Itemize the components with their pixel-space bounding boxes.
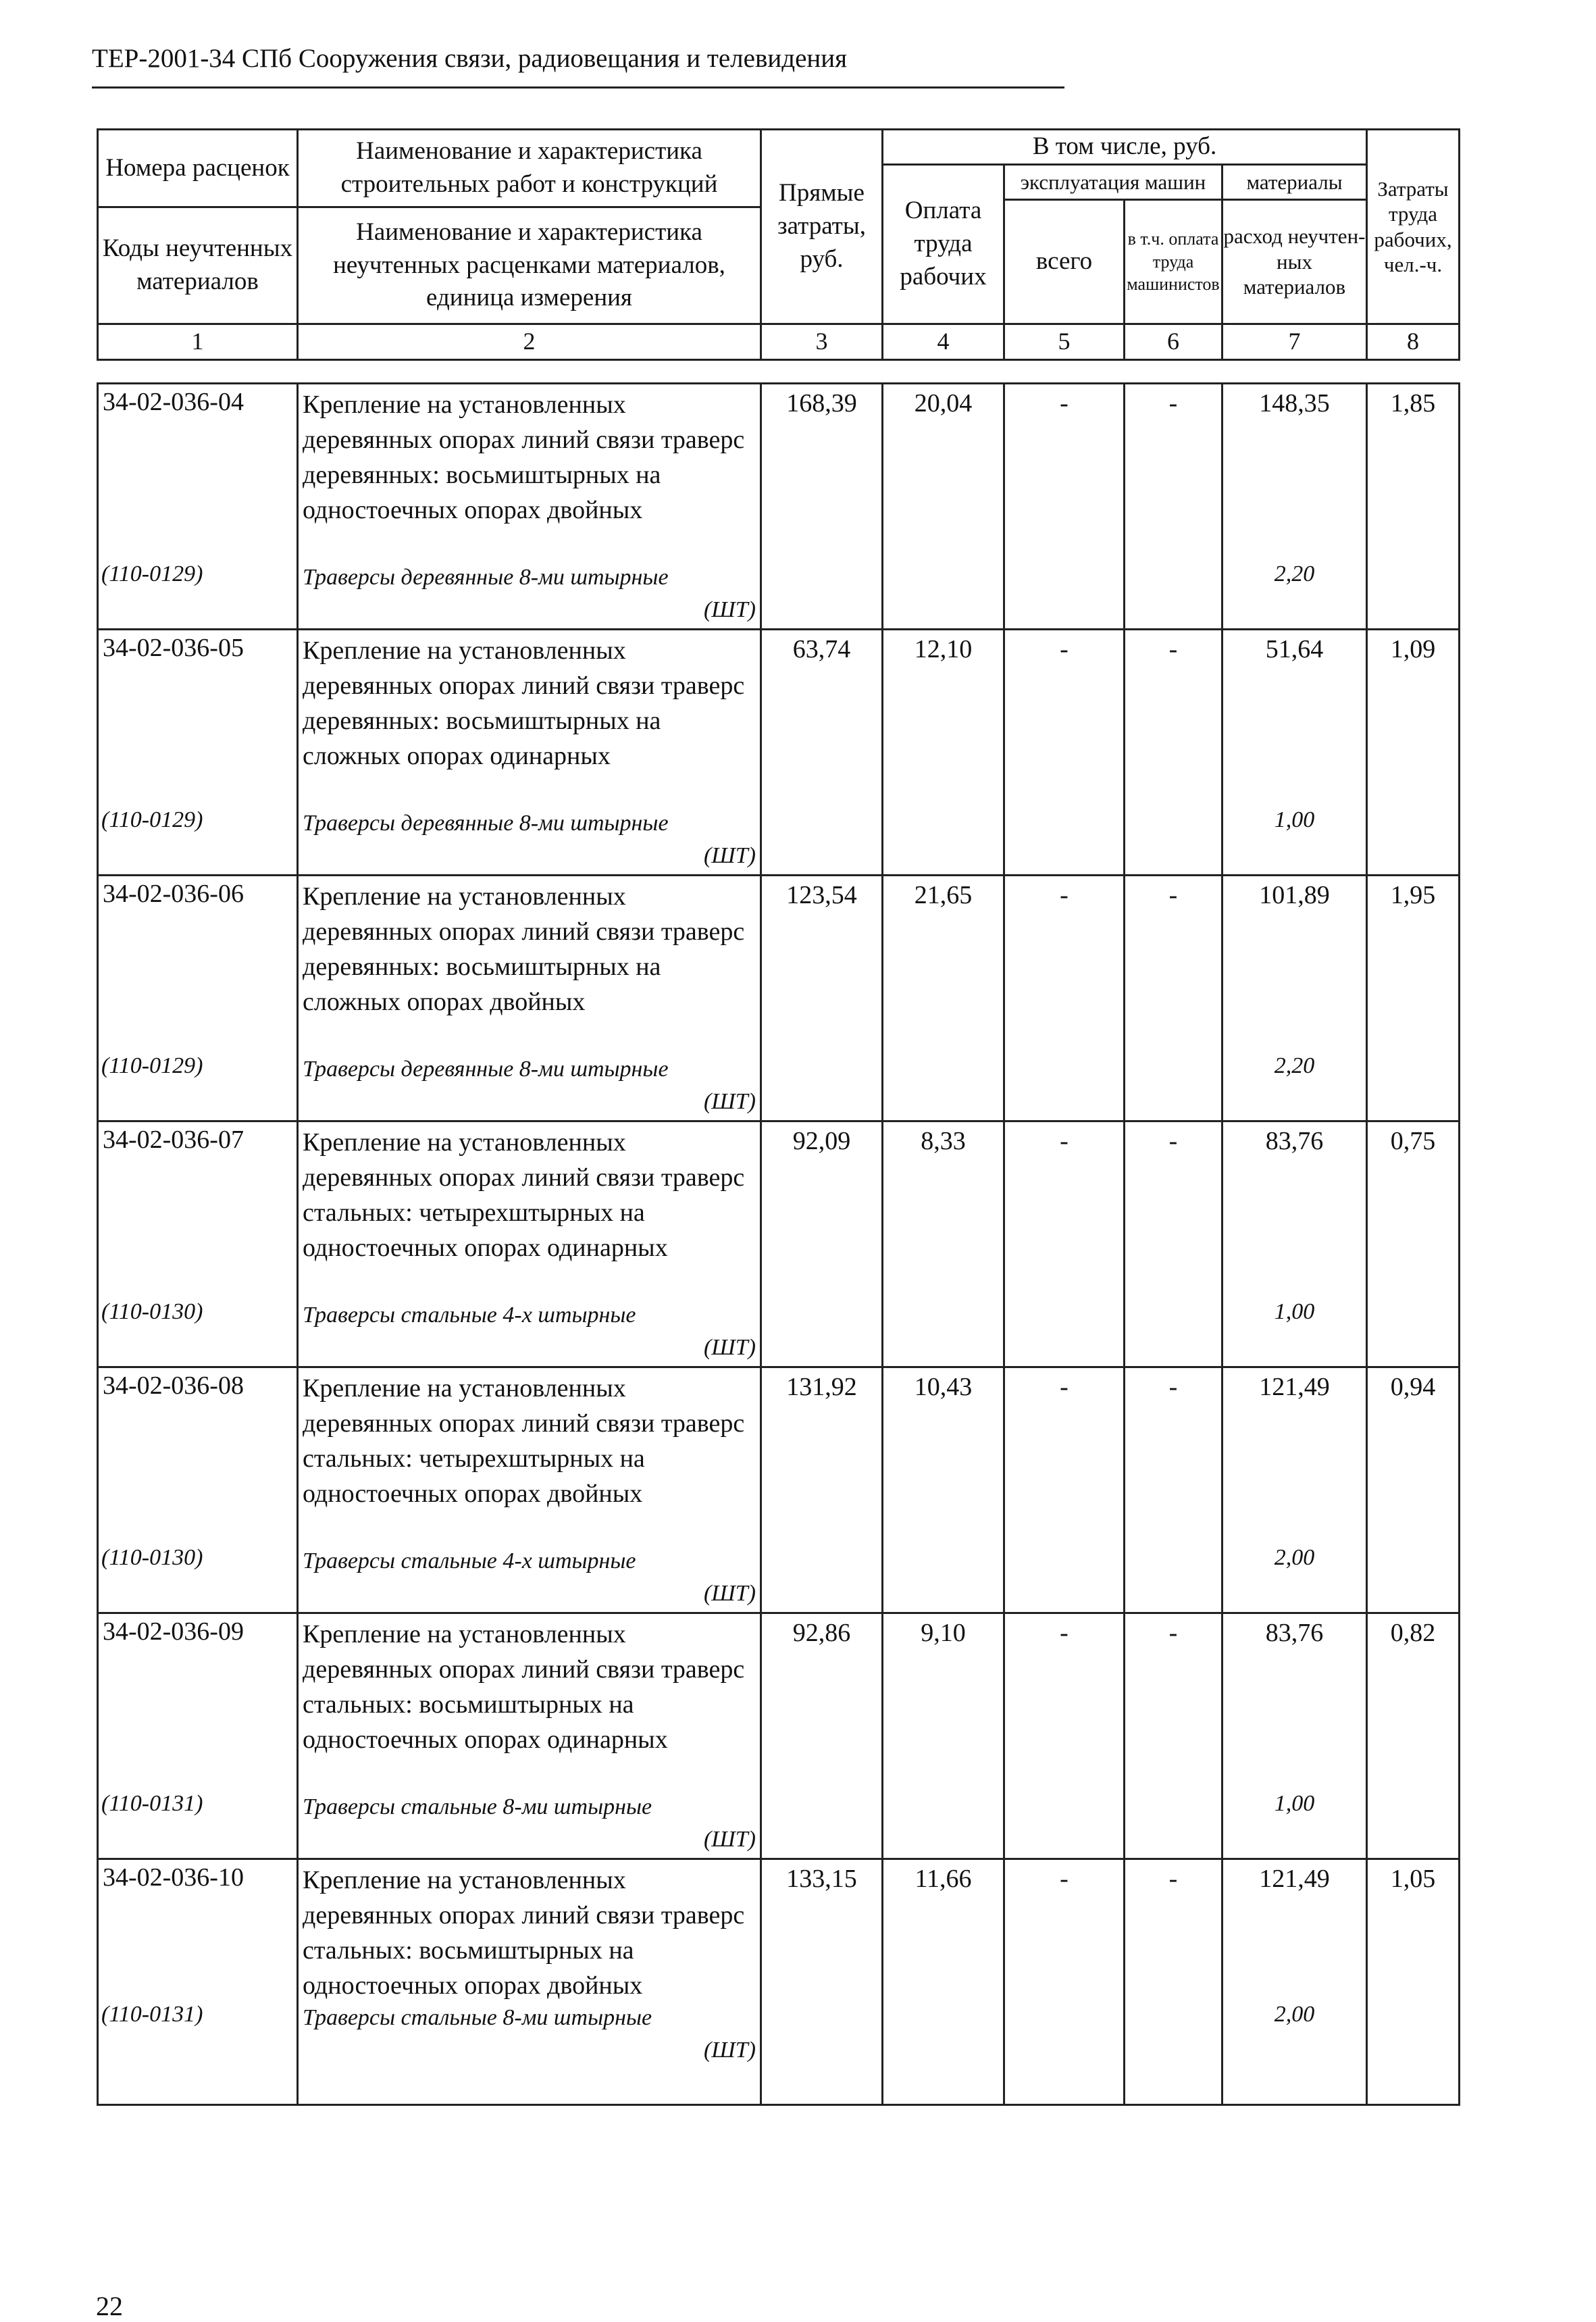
material-unit: (ШТ): [703, 1581, 756, 1606]
labor-hours-value-cell: [1367, 384, 1460, 630]
work-description: Крепление на установленных деревянных опорах линий связи траверс деревянных: восьмиштырных на одностоечных опорах двойных: [303, 390, 745, 524]
header-direct-cost: Прямые затраты, руб.: [761, 130, 883, 324]
material-unit: (ШТ): [703, 1827, 756, 1852]
table-header: [97, 128, 1460, 361]
material-code: (110-0131): [101, 2002, 203, 2027]
labor-pay-value-cell: [883, 876, 1004, 1121]
work-description: Крепление на установленных деревянных опорах линий связи траверс стальных: восьмиштырных на одностоечных опорах одинарных: [303, 1620, 745, 1754]
direct-cost-value: 63,74: [792, 635, 851, 663]
machines-total-value-cell: [1004, 1859, 1125, 2105]
header-machines-total: всего: [1004, 199, 1125, 324]
machines-total-value-cell: [1004, 1367, 1125, 1613]
description-cell: [298, 1859, 761, 2105]
material-code: (110-0129): [101, 1053, 203, 1078]
description-cell: [298, 384, 761, 630]
machines-total-value: -: [1060, 1373, 1069, 1401]
column-number: 5: [1004, 324, 1125, 360]
page-header-title: ТЕР-2001-34 СПб Сооружения связи, радиовещания и телевидения: [92, 44, 848, 73]
materials-cost-value-cell: [1222, 384, 1367, 630]
labor-hours-value: 1,05: [1390, 1865, 1436, 1893]
machines-total-value: -: [1060, 635, 1069, 663]
description-cell: [298, 1613, 761, 1859]
machines-total-value: -: [1060, 1619, 1069, 1647]
direct-cost-value: 92,86: [792, 1619, 851, 1647]
machinist-pay-value: -: [1168, 1127, 1178, 1155]
rate-code-cell: [98, 1121, 298, 1367]
description-cell: [298, 630, 761, 876]
material-quantity: 2,20: [1274, 1053, 1315, 1078]
materials-cost-value-cell: [1222, 1367, 1367, 1613]
labor-hours-value-cell: [1367, 1367, 1460, 1613]
machinist-pay-value-cell: [1125, 876, 1222, 1121]
materials-cost-value-cell: [1222, 1613, 1367, 1859]
direct-cost-value: 131,92: [786, 1373, 857, 1401]
labor-pay-value-cell: [883, 1121, 1004, 1367]
header-machinist-pay: в т.ч. оплата труда машинистов: [1125, 199, 1222, 324]
column-number: 4: [883, 324, 1004, 360]
material-code: (110-0130): [101, 1545, 203, 1570]
labor-pay-value-cell: [883, 384, 1004, 630]
materials-cost-value: 83,76: [1265, 1127, 1324, 1155]
material-name: Траверсы деревянные 8-ми штырные: [303, 811, 669, 836]
material-quantity: 2,20: [1274, 561, 1315, 586]
material-name: Траверсы стальные 4-х штырные: [303, 1548, 636, 1573]
direct-cost-value-cell: [761, 1367, 883, 1613]
material-unit: (ШТ): [703, 2038, 756, 2063]
labor-pay-value-cell: [883, 1613, 1004, 1859]
machines-total-value: -: [1060, 1865, 1069, 1893]
header-labor-pay: Оплата труда рабочих: [883, 165, 1004, 324]
materials-cost-value: 121,49: [1259, 1373, 1330, 1401]
materials-cost-value-cell: [1222, 1859, 1367, 2105]
work-description: Крепление на установленных деревянных опорах линий связи траверс стальных: восьмиштырных на одностоечных опорах двойных: [303, 1866, 745, 2000]
table-row: [98, 384, 1460, 630]
column-number: 6: [1125, 324, 1222, 360]
labor-hours-value-cell: [1367, 1121, 1460, 1367]
direct-cost-value: 123,54: [786, 881, 857, 909]
labor-pay-value-cell: [883, 1367, 1004, 1613]
labor-hours-value: 1,09: [1390, 635, 1436, 663]
material-code: (110-0129): [101, 561, 203, 586]
machinist-pay-value: -: [1168, 635, 1178, 663]
machinist-pay-value: -: [1168, 1373, 1178, 1401]
direct-cost-value-cell: [761, 1859, 883, 2105]
rate-code: 34-02-036-06: [103, 880, 244, 908]
direct-cost-value-cell: [761, 876, 883, 1121]
machinist-pay-value: -: [1168, 1619, 1178, 1647]
labor-hours-value: 1,95: [1390, 881, 1436, 909]
material-unit: (ШТ): [703, 1089, 756, 1114]
header-work-name: Наименование и характеристика строительных работ и конструкций: [298, 130, 761, 207]
material-code: (110-0129): [101, 807, 203, 832]
rate-code: 34-02-036-04: [103, 388, 244, 416]
machines-total-value: -: [1060, 881, 1069, 909]
column-number: 8: [1367, 324, 1460, 360]
materials-cost-value: 101,89: [1259, 881, 1330, 909]
material-quantity: 1,00: [1274, 807, 1315, 832]
material-quantity: 1,00: [1274, 1791, 1315, 1816]
machines-total-value-cell: [1004, 630, 1125, 876]
labor-pay-value: 20,04: [914, 389, 973, 418]
machinist-pay-value-cell: [1125, 384, 1222, 630]
direct-cost-value-cell: [761, 1613, 883, 1859]
rates-table: [97, 382, 1460, 2106]
material-name: Траверсы стальные 4-х штырные: [303, 1303, 636, 1328]
table-row: [98, 876, 1460, 1121]
labor-pay-value: 8,33: [921, 1127, 966, 1155]
labor-hours-value-cell: [1367, 876, 1460, 1121]
material-quantity: 2,00: [1274, 1545, 1315, 1570]
page-number: 22: [96, 2291, 123, 2321]
rate-code: 34-02-036-05: [103, 634, 244, 662]
rate-code: 34-02-036-07: [103, 1126, 244, 1154]
rate-code-cell: [98, 1367, 298, 1613]
labor-hours-value: 0,75: [1390, 1127, 1436, 1155]
header-including-group: В том числе, руб.: [883, 130, 1367, 165]
machinist-pay-value-cell: [1125, 630, 1222, 876]
header-material-codes: Коды неучтенных материалов: [98, 207, 298, 324]
labor-pay-value: 10,43: [914, 1373, 973, 1401]
table-row: [98, 630, 1460, 876]
material-unit: (ШТ): [703, 843, 756, 868]
machinist-pay-value-cell: [1125, 1367, 1222, 1613]
column-number: 7: [1222, 324, 1367, 360]
header-rule: [92, 86, 1064, 89]
materials-cost-value: 148,35: [1259, 389, 1330, 418]
material-quantity: 2,00: [1274, 2002, 1315, 2027]
work-description: Крепление на установленных деревянных опорах линий связи траверс деревянных: восьмиштырных на сложных опорах одинарных: [303, 636, 745, 770]
labor-hours-value: 0,94: [1390, 1373, 1436, 1401]
header-rate-numbers: Номера расценок: [98, 130, 298, 207]
work-description: Крепление на установленных деревянных опорах линий связи траверс стальных: четырехштырных на одностоечных опорах двойных: [303, 1374, 745, 1508]
labor-hours-value: 0,82: [1390, 1619, 1436, 1647]
header-material-name: Наименование и характеристика неучтенных расценками материалов, единица измерения: [298, 207, 761, 324]
direct-cost-value-cell: [761, 384, 883, 630]
header-labor-hours: Затраты труда рабочих, чел.-ч.: [1367, 130, 1460, 324]
machines-total-value-cell: [1004, 876, 1125, 1121]
material-unit: (ШТ): [703, 597, 756, 622]
labor-pay-value-cell: [883, 630, 1004, 876]
machinist-pay-value: -: [1168, 389, 1178, 418]
material-code: (110-0131): [101, 1791, 203, 1816]
material-unit: (ШТ): [703, 1335, 756, 1360]
machines-total-value-cell: [1004, 384, 1125, 630]
materials-cost-value: 83,76: [1265, 1619, 1324, 1647]
description-cell: [298, 1367, 761, 1613]
machines-total-value-cell: [1004, 1121, 1125, 1367]
rate-code-cell: [98, 876, 298, 1121]
material-quantity: 1,00: [1274, 1299, 1315, 1324]
rate-code: 34-02-036-09: [103, 1617, 244, 1646]
labor-hours-value-cell: [1367, 630, 1460, 876]
description-cell: [298, 876, 761, 1121]
labor-hours-value-cell: [1367, 1613, 1460, 1859]
header-unaccounted-materials: расход неучтен-ных материалов: [1222, 199, 1367, 324]
direct-cost-value: 133,15: [786, 1865, 857, 1893]
machinist-pay-value-cell: [1125, 1121, 1222, 1367]
table-row: [98, 1859, 1460, 2105]
rate-code-cell: [98, 384, 298, 630]
table-row: [98, 1367, 1460, 1613]
materials-cost-value-cell: [1222, 876, 1367, 1121]
rate-code: 34-02-036-08: [103, 1371, 244, 1400]
direct-cost-value: 168,39: [786, 389, 857, 418]
material-name: Траверсы деревянные 8-ми штырные: [303, 1057, 669, 1082]
material-code: (110-0130): [101, 1299, 203, 1324]
material-name: Траверсы стальные 8-ми штырные: [303, 1794, 652, 1819]
labor-pay-value: 11,66: [915, 1865, 972, 1893]
direct-cost-value-cell: [761, 630, 883, 876]
table-row: [98, 1121, 1460, 1367]
materials-cost-value: 51,64: [1265, 635, 1324, 663]
machinist-pay-value-cell: [1125, 1859, 1222, 2105]
machines-total-value: -: [1060, 389, 1069, 418]
rate-code-cell: [98, 1613, 298, 1859]
materials-cost-value-cell: [1222, 630, 1367, 876]
labor-pay-value: 9,10: [921, 1619, 966, 1647]
table-row: [98, 1613, 1460, 1859]
column-number: 3: [761, 324, 883, 360]
material-name: Траверсы стальные 8-ми штырные: [303, 2005, 652, 2030]
rate-code-cell: [98, 1859, 298, 2105]
labor-hours-value: 1,85: [1390, 389, 1436, 418]
header-materials: материалы: [1222, 165, 1367, 200]
rate-code: 34-02-036-10: [103, 1863, 244, 1892]
machinist-pay-value-cell: [1125, 1613, 1222, 1859]
machines-total-value-cell: [1004, 1613, 1125, 1859]
work-description: Крепление на установленных деревянных опорах линий связи траверс стальных: четырехштырных на одностоечных опорах одинарных: [303, 1128, 745, 1262]
materials-cost-value-cell: [1222, 1121, 1367, 1367]
materials-cost-value: 121,49: [1259, 1865, 1330, 1893]
labor-pay-value: 21,65: [914, 881, 973, 909]
labor-pay-value: 12,10: [914, 635, 973, 663]
direct-cost-value: 92,09: [792, 1127, 851, 1155]
machinist-pay-value: -: [1168, 1865, 1178, 1893]
labor-pay-value-cell: [883, 1859, 1004, 2105]
machines-total-value: -: [1060, 1127, 1069, 1155]
material-name: Траверсы деревянные 8-ми штырные: [303, 565, 669, 590]
column-number: 1: [98, 324, 298, 360]
header-machines: эксплуатация машин: [1004, 165, 1222, 200]
rate-code-cell: [98, 630, 298, 876]
description-cell: [298, 1121, 761, 1367]
labor-hours-value-cell: [1367, 1859, 1460, 2105]
column-number: 2: [298, 324, 761, 360]
machinist-pay-value: -: [1168, 881, 1178, 909]
work-description: Крепление на установленных деревянных опорах линий связи траверс деревянных: восьмиштырных на сложных опорах двойных: [303, 882, 745, 1016]
direct-cost-value-cell: [761, 1121, 883, 1367]
